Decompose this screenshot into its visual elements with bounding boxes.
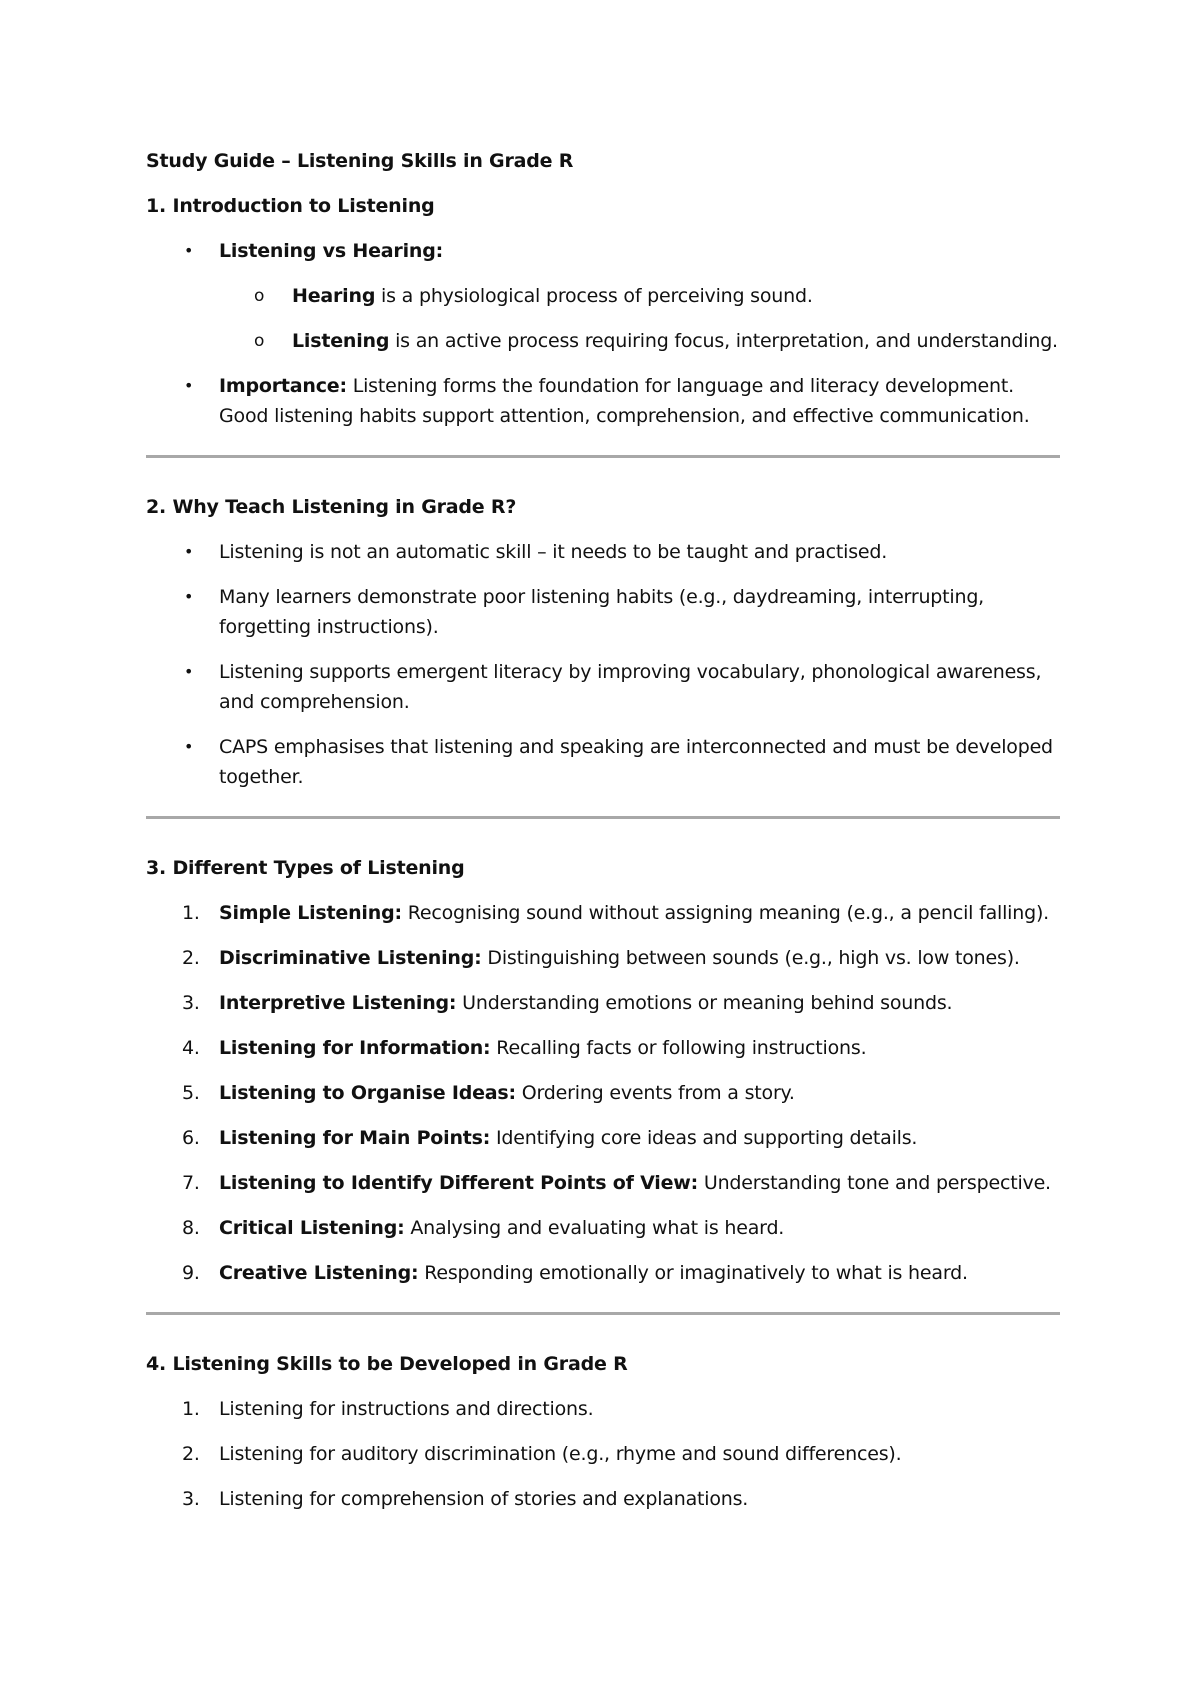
term-label: Discriminative Listening: <box>219 947 482 969</box>
term-label: Listening for Information: <box>219 1037 491 1059</box>
item-number: 9. <box>182 1262 200 1284</box>
term-label: Listening for Main Points: <box>219 1127 491 1149</box>
term-label: Importance: <box>219 375 347 397</box>
list-item <box>146 1078 1060 1108</box>
bullet-icon: • <box>184 376 194 395</box>
list-item <box>146 1394 1060 1424</box>
item-text: Recalling facts or following instructions. <box>490 1037 867 1059</box>
list-item <box>146 1123 1060 1153</box>
item-number: 1. <box>182 902 200 924</box>
list-item <box>146 1484 1060 1514</box>
list-item <box>146 732 1060 792</box>
numbered-list <box>146 898 1060 1288</box>
section-divider <box>146 1312 1060 1315</box>
term-label: Critical Listening: <box>219 1217 405 1239</box>
item-text: Listening forms the foundation for language and literacy development. Good listening habits support attention, comprehension, and effective communication. <box>219 375 1030 427</box>
item-number: 4. <box>182 1037 200 1059</box>
section-heading: 3. Different Types of Listening <box>146 857 465 879</box>
item-text: Listening supports emergent literacy by improving vocabulary, phonological awareness, and comprehension. <box>219 661 1042 713</box>
term-label: Listening <box>292 330 390 352</box>
list-item <box>146 1213 1060 1243</box>
item-text: Responding emotionally or imaginatively to what is heard. <box>418 1262 968 1284</box>
list-item <box>146 236 1060 356</box>
item-text: is a physiological process of perceiving sound. <box>375 285 813 307</box>
hollow-bullet-icon: o <box>254 286 265 306</box>
item-text: Listening for instructions and directions. <box>219 1398 594 1420</box>
term-label: Listening to Identify Different Points of View: <box>219 1172 699 1194</box>
document-title: Study Guide – Listening Skills in Grade R <box>146 150 574 172</box>
section-introduction <box>146 191 1060 431</box>
section-skills-to-develop <box>146 1349 1060 1514</box>
section-heading: 2. Why Teach Listening in Grade R? <box>146 496 517 518</box>
section-heading: 4. Listening Skills to be Developed in Grade R <box>146 1353 628 1375</box>
list-item <box>146 1168 1060 1198</box>
item-number: 6. <box>182 1127 200 1149</box>
item-number: 3. <box>182 992 200 1014</box>
item-text: Understanding emotions or meaning behind sounds. <box>456 992 953 1014</box>
item-text: Recognising sound without assigning meaning (e.g., a pencil falling). <box>401 902 1050 924</box>
bullet-icon: • <box>184 737 194 756</box>
sub-list-item <box>219 281 1060 311</box>
list-item <box>146 898 1060 928</box>
item-text: Ordering events from a story. <box>515 1082 795 1104</box>
item-text: Listening for auditory discrimination (e.g., rhyme and sound differences). <box>219 1443 902 1465</box>
bullet-list <box>146 537 1060 792</box>
item-text: Analysing and evaluating what is heard. <box>404 1217 785 1239</box>
item-text: Listening is not an automatic skill – it needs to be taught and practised. <box>219 541 888 563</box>
item-text: Distinguishing between sounds (e.g., high vs. low tones). <box>481 947 1020 969</box>
section-divider <box>146 455 1060 458</box>
document-body <box>146 146 1060 1529</box>
term-label: Hearing <box>292 285 376 307</box>
list-item <box>146 1258 1060 1288</box>
item-number: 3. <box>182 1488 200 1510</box>
bullet-icon: • <box>184 587 194 606</box>
section-heading: 1. Introduction to Listening <box>146 195 435 217</box>
item-text: CAPS emphasises that listening and speaking are interconnected and must be developed together. <box>219 736 1053 788</box>
item-number: 2. <box>182 1443 200 1465</box>
list-item <box>146 1439 1060 1469</box>
item-number: 8. <box>182 1217 200 1239</box>
list-item <box>146 537 1060 567</box>
item-text: Listening for comprehension of stories and explanations. <box>219 1488 749 1510</box>
term-label: Interpretive Listening: <box>219 992 457 1014</box>
section-divider <box>146 816 1060 819</box>
bullet-list <box>146 236 1060 431</box>
list-item <box>146 657 1060 717</box>
term-label: Simple Listening: <box>219 902 402 924</box>
sub-list-item <box>219 326 1060 356</box>
item-text: Many learners demonstrate poor listening habits (e.g., daydreaming, interrupting, forgetting instructions). <box>219 586 985 638</box>
section-types-of-listening <box>146 853 1060 1288</box>
bullet-icon: • <box>184 241 194 260</box>
item-number: 1. <box>182 1398 200 1420</box>
list-item <box>146 943 1060 973</box>
list-item <box>146 582 1060 642</box>
sub-bullet-list <box>219 281 1060 356</box>
bullet-icon: • <box>184 662 194 681</box>
bullet-icon: • <box>184 542 194 561</box>
list-item <box>146 371 1060 431</box>
numbered-list <box>146 1394 1060 1514</box>
section-why-teach <box>146 492 1060 792</box>
item-text: is an active process requiring focus, interpretation, and understanding. <box>389 330 1058 352</box>
item-number: 7. <box>182 1172 200 1194</box>
term-label: Creative Listening: <box>219 1262 419 1284</box>
list-item <box>146 988 1060 1018</box>
hollow-bullet-icon: o <box>254 331 265 351</box>
item-text: Understanding tone and perspective. <box>698 1172 1051 1194</box>
term-label: Listening to Organise Ideas: <box>219 1082 516 1104</box>
item-number: 2. <box>182 947 200 969</box>
term-label: Listening vs Hearing: <box>219 240 444 262</box>
item-text: Identifying core ideas and supporting details. <box>490 1127 918 1149</box>
item-number: 5. <box>182 1082 200 1104</box>
list-item <box>146 1033 1060 1063</box>
